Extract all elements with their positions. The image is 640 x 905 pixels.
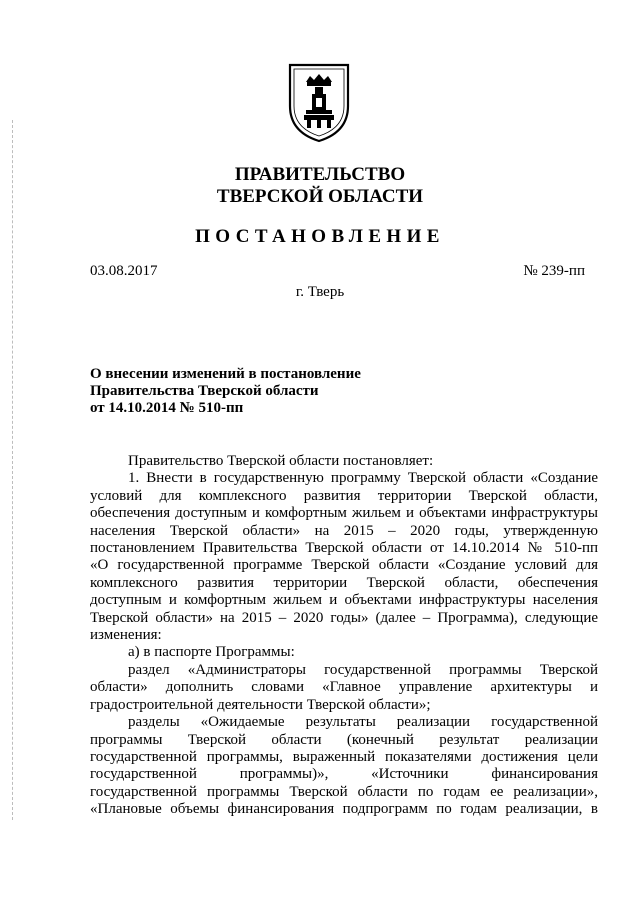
page-edge-line (12, 120, 14, 820)
tver-coat-of-arms-icon (286, 62, 352, 144)
body-line: комплексного развития территории Тверской области, обеспечения (90, 574, 598, 591)
body-intro: Правительство Тверской области постановляет: (128, 453, 434, 469)
body-line: раздел «Администраторы государственной программы Тверской (128, 661, 598, 678)
subject-line: от 14.10.2014 № 510-пп (90, 400, 244, 416)
body-line: «Плановые объемы финансирования подпрограмм по годам реализации, в (90, 801, 598, 818)
document-type-title: ПОСТАНОВЛЕНИЕ (195, 226, 445, 247)
body-line: государственной программы Тверской области по годам ее реализации», (90, 783, 598, 800)
body-line: изменения: (90, 627, 162, 644)
document-number: № 239-пп (523, 263, 585, 279)
document-body (90, 453, 598, 819)
body-line: области» дополнить словами «Главное управление архитектуры и (90, 679, 598, 696)
body-line: 1. Внести в государственную программу Тверской области «Создание (128, 470, 598, 487)
body-line: «О государственной программе Тверской области «Создание условий для (90, 557, 598, 574)
body-line: а) в паспорте Программы: (128, 644, 295, 661)
body-line: доступным и комфортным жильем и объектами инфраструктуры населения (90, 592, 598, 609)
body-line: обеспечения доступным и комфортным жильем и объектами инфраструктуры (90, 505, 598, 522)
body-line: градостроительной деятельности Тверской области»; (90, 696, 431, 713)
document-date: 03.08.2017 (90, 263, 158, 279)
body-line: государственной программы, выраженный показателями достижения цели (90, 748, 598, 765)
subject-line: Правительства Тверской области (90, 383, 319, 399)
government-title-line1: ПРАВИТЕЛЬСТВО (234, 164, 406, 185)
body-line: условий для комплексного развития территории Тверской области, (90, 487, 598, 504)
government-title-line2: ТВЕРСКОЙ ОБЛАСТИ (216, 186, 424, 207)
document-subject (90, 366, 361, 417)
document-city: г. Тверь (295, 284, 345, 300)
body-line: разделы «Ожидаемые результаты реализации государственной (128, 714, 598, 731)
body-line: программы Тверской области (конечный результат реализации (90, 731, 598, 748)
body-line: Тверской области» на 2015 – 2020 годы» (далее – Программа), следующие (90, 609, 598, 626)
subject-line: О внесении изменений в постановление (90, 366, 361, 382)
body-line: населения Тверской области» на 2015 – 2020 годы, утвержденную (90, 522, 598, 539)
body-line: постановлением Правительства Тверской области от 14.10.2014 № 510-пп (90, 540, 598, 557)
body-line: государственной программы)», «Источники финансирования (90, 766, 598, 783)
